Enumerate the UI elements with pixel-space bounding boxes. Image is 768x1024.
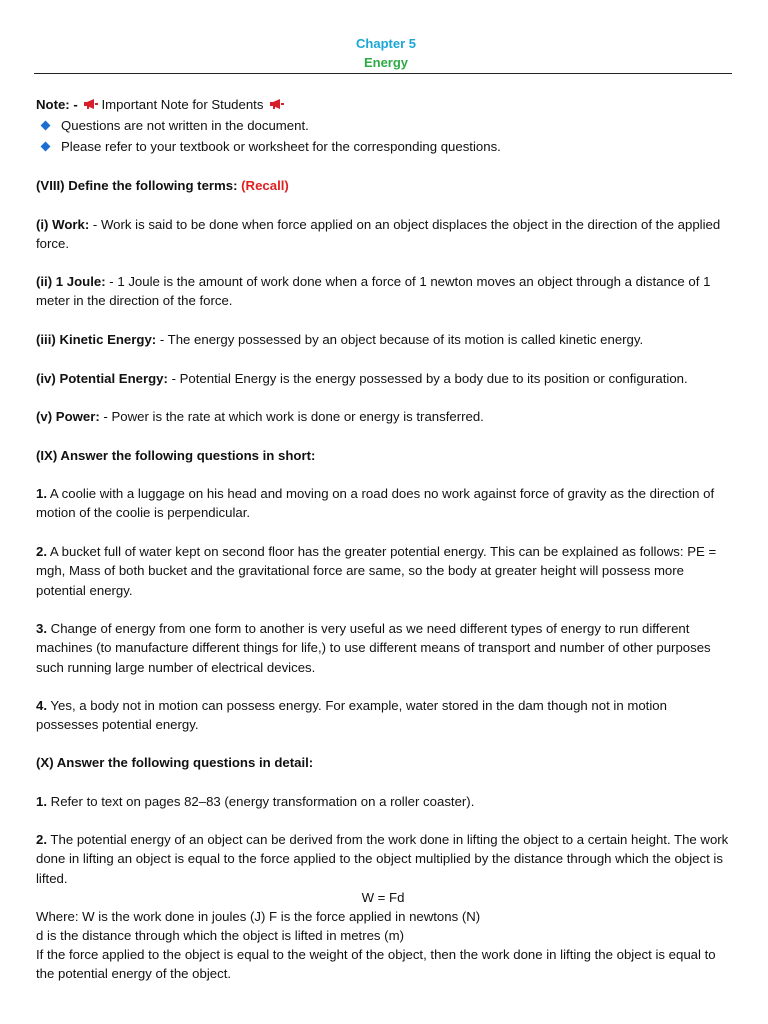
chapter-label: Chapter 5 (356, 36, 416, 51)
short-answer-3: 3. Change of energy from one form to another is very useful as we need different types of energy to run different machines (to manufacture different things for life,) to use different means of transport and number of other purposes such running large number of electrical devices. (36, 621, 711, 675)
short-answer-4: 4. Yes, a body not in motion can possess energy. For example, water stored in the dam though not in motion possesses potential energy. (36, 698, 667, 733)
definition-work: (i) Work: - Work is said to be done when force applied on an object displaces the object in the direction of the applied force. (36, 217, 721, 252)
note-bullet: Please refer to your textbook or worksheet for the corresponding questions. (61, 139, 501, 154)
definition-joule: (ii) 1 Joule: - 1 Joule is the amount of work done when a force of 1 newton moves an object through a distance of 1 meter in the direction of the force. (36, 274, 711, 309)
definition-kinetic-energy: (iii) Kinetic Energy: - The energy possessed by an object because of its motion is called kinetic energy. (36, 332, 644, 347)
formula-distance-line: d is the distance through which the object is lifted in metres (m) (36, 928, 404, 943)
diamond-bullet-icon (41, 121, 51, 131)
detail-answer-1: 1. Refer to text on pages 82–83 (energy transformation on a roller coaster). (36, 794, 475, 809)
section-heading-viii: (VIII) Define the following terms: (Recall) (36, 178, 289, 193)
formula-work: W = Fd (361, 890, 405, 905)
short-answer-1: 1. A coolie with a luggage on his head and moving on a road does no work against force of gravity as the direction of motion of the coolie is perpendicular. (36, 486, 715, 521)
note-text: Important Note for Students (101, 97, 264, 112)
diamond-bullet-icon (41, 142, 51, 152)
megaphone-icon (83, 98, 99, 110)
note-bullet: Questions are not written in the document. (61, 118, 309, 133)
section-heading-ix: (IX) Answer the following questions in short: (36, 448, 316, 463)
recall-tag: (Recall) (241, 178, 289, 193)
header-divider (34, 73, 732, 74)
detail-answer-2-conclusion: If the force applied to the object is equal to the weight of the object, then the work done in lifting the object is equal to the potential energy of the object. (36, 947, 716, 982)
detail-answer-2: 2. The potential energy of an object can be derived from the work done in lifting the object to a certain height. The work done in lifting an object is equal to the force applied to the object multiplied by the distance through which the object is lifted. (36, 832, 729, 886)
definition-power: (v) Power: - Power is the rate at which work is done or energy is transferred. (36, 409, 484, 424)
definition-potential-energy: (iv) Potential Energy: - Potential Energy is the energy possessed by a body due to its position or configuration. (36, 371, 688, 386)
short-answer-2: 2. A bucket full of water kept on second floor has the greater potential energy. This can be explained as follows: PE = mgh, Mass of both bucket and the gravitational force are same, so the body at greater height will possess more potential energy. (36, 544, 717, 598)
formula-where-line: Where: W is the work done in joules (J) F is the force applied in newtons (N) (36, 909, 481, 924)
megaphone-icon (269, 98, 285, 110)
note-label: Note: - (36, 97, 78, 112)
note-line (36, 95, 730, 114)
section-heading-x: (X) Answer the following questions in detail: (36, 755, 314, 770)
chapter-title: Energy (363, 55, 409, 70)
